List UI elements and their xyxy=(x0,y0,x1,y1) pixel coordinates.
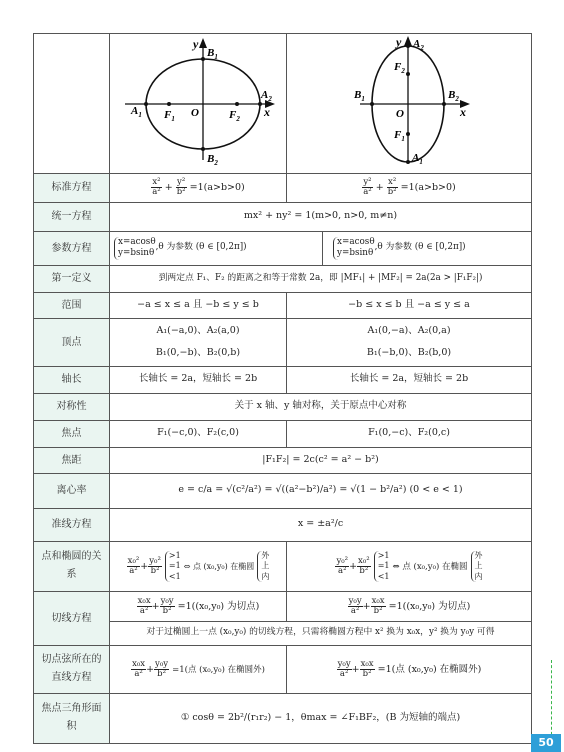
chord-vertical: $\frac{\text{y₀y}}{\text{a²}}$ + $\frac{\text{x₀x}}{\text{b²}}$ =1(点 (x₀,y₀) 在椭圆外) xyxy=(287,645,532,693)
svg-text:y xyxy=(394,35,402,49)
label-range: 范围 xyxy=(34,292,110,318)
svg-text:F1: $F_1$ xyxy=(393,129,405,143)
label-eccentricity: 离心率 xyxy=(34,473,110,508)
tangent-horizontal: $\frac{\text{x₀x}}{\text{a²}}$ + $\frac{\text{y₀y}}{\text{b²}}$ =1((x₀,y₀) 为切点) xyxy=(110,591,287,621)
y-axis-label: y xyxy=(395,35,401,49)
label-parametric-equation: 参数方程 xyxy=(34,231,110,265)
svg-text:A2: $A_2$ xyxy=(260,89,272,103)
label-focal-triangle-area: 焦点三角形面积 xyxy=(34,693,110,743)
label-symmetry: 对称性 xyxy=(34,393,110,420)
f2-label: F xyxy=(228,109,236,121)
vertices-vertical: A₁(0,−a)、A₂(0,a) B₁(−b,0)、B₂(b,0) xyxy=(287,318,532,366)
svg-text:x xyxy=(263,105,270,119)
svg-text:F2: $F_2$ xyxy=(228,109,240,123)
point-position-horizontal: $\frac{\text{x₀²}}{\text{a²}}$ + $\frac{\text{y₀²}}{\text{b²}}$ >1 =1 <1 ⇔ 点 (x₀,y₀) 在椭圆 外 上 内 xyxy=(110,541,287,591)
x-axis-label: x xyxy=(263,105,270,119)
point-position-vertical: $\frac{\text{y₀²}}{\text{a²}}$ + $\frac{\text{x₀²}}{\text{b²}}$ >1 =1 <1 ⇔ 点 (x₀,y₀) 在椭圆 外 上 内 xyxy=(287,541,532,591)
standard-equation-vertical: $\frac{\text{y²}}{\text{a²}}$ + $\frac{\text{x²}}{\text{b²}}$ =1(a>b>0) xyxy=(287,173,532,202)
origin-label: O xyxy=(190,107,199,119)
unified-equation: mx² + ny² = 1(m>0, n>0, m≠n) xyxy=(110,202,532,231)
chord-horizontal: $\frac{\text{x₀x}}{\text{a²}}$ + $\frac{\text{y₀y}}{\text{b²}}$ =1(点 (x₀,y₀) 在椭圆外) xyxy=(110,645,287,693)
a2-label: A xyxy=(412,38,420,50)
vertical-ellipse-diagram xyxy=(288,34,531,168)
svg-text:B1: $B_1$ xyxy=(206,47,218,61)
label-directrix: 准线方程 xyxy=(34,508,110,541)
a1-label: A xyxy=(130,105,138,117)
f1-label: F xyxy=(163,109,171,121)
b1-label: B xyxy=(206,47,214,59)
b2-label: B xyxy=(447,89,455,101)
svg-text:O xyxy=(396,108,404,120)
svg-text:B1: $B_1$ xyxy=(353,89,365,103)
svg-text:F2: $F_2$ xyxy=(393,61,405,75)
standard-equation-horizontal: $\frac{\text{x²}}{\text{a²}}$ + $\frac{\text{y²}}{\text{b²}}$ =1(a>b>0) xyxy=(110,173,287,202)
svg-text:O xyxy=(191,107,199,119)
svg-text:x xyxy=(459,105,466,119)
label-first-definition: 第一定义 xyxy=(34,265,110,292)
svg-text:B2: $B_2$ xyxy=(447,89,459,103)
horizontal-ellipse-diagram xyxy=(111,34,286,168)
range-horizontal: −a ≤ x ≤ a 且 −b ≤ y ≤ b xyxy=(110,292,287,318)
margin-dashed-line xyxy=(551,660,552,740)
label-vertices: 顶点 xyxy=(34,318,110,366)
parametric-left: x=acosθ y=bsinθ ,θ 为参数 (θ ∈ [0,2π]) xyxy=(110,232,323,265)
tangent-note: 对于过椭圆上一点 (x₀,y₀) 的切线方程，只需将椭圆方程中 x² 换为 x₀x，y² 换为 y₀y 可得 xyxy=(110,621,532,645)
axis-length-vertical: 长轴长 = 2a，短轴长 = 2b xyxy=(287,366,532,393)
label-axis-length: 轴长 xyxy=(34,366,110,393)
svg-text:y xyxy=(191,37,199,51)
focal-distance: |F₁F₂| = 2c(c² = a² − b²) xyxy=(110,447,532,473)
a2-label: A xyxy=(260,89,268,101)
focal-triangle-area: ① cosθ = 2b²/(r₁r₂) − 1，θmax = ∠F₁BF₂，(B 为短轴的端点) xyxy=(110,693,532,743)
a1-label: A xyxy=(411,152,419,164)
label-tangent-equation: 切线方程 xyxy=(34,591,110,645)
svg-text:A2: $A_2$ xyxy=(412,38,424,52)
svg-text:F1: $F_1$ xyxy=(163,109,175,123)
svg-text:A1: $A_1$ xyxy=(411,152,423,166)
foci-horizontal: F₁(−c,0)、F₂(c,0) xyxy=(110,420,287,447)
x-axis-label: x xyxy=(459,105,466,119)
ellipse-vertical-figure xyxy=(287,34,532,174)
eccentricity: e = c/a = √(c²/a²) = √((a²−b²)/a²) = √(1 − b²/a²) (0 < e < 1) xyxy=(110,473,532,508)
tangent-vertical: $\frac{\text{y₀y}}{\text{a²}}$ + $\frac{\text{x₀x}}{\text{b²}}$ =1((x₀,y₀) 为切点) xyxy=(287,591,532,621)
symmetry: 关于 x 轴、y 轴对称，关于原点中心对称 xyxy=(110,393,532,420)
ellipse-summary-table xyxy=(33,33,532,744)
svg-text:B2: $B_2$ xyxy=(206,153,218,167)
vertices-horizontal: A₁(−a,0)、A₂(a,0) B₁(0,−b)、B₂(0,b) xyxy=(110,318,287,366)
f1-label: F xyxy=(393,129,401,141)
range-vertical: −b ≤ x ≤ b 且 −a ≤ y ≤ a xyxy=(287,292,532,318)
label-point-position: 点和椭圆的关系 xyxy=(34,541,110,591)
foci-vertical: F₁(0,−c)、F₂(0,c) xyxy=(287,420,532,447)
f2-label: F xyxy=(393,61,401,73)
label-focal-distance: 焦距 xyxy=(34,447,110,473)
parametric-right: x=acosθ y=bsinθ ,θ 为参数 (θ ∈ [0,2π]) xyxy=(323,232,531,265)
label-foci: 焦点 xyxy=(34,420,110,447)
first-definition: 到两定点 F₁、F₂ 的距离之和等于常数 2a，即 |MF₁| + |MF₂| = 2a(2a > |F₁F₂|) xyxy=(110,265,532,292)
label-standard-equation: 标准方程 xyxy=(34,173,110,202)
label-unified-equation: 统一方程 xyxy=(34,202,110,231)
blank-header-cell xyxy=(34,34,110,174)
directrix: x = ±a²/c xyxy=(110,508,532,541)
label-chord-of-contact: 切点弦所在的直线方程 xyxy=(34,645,110,693)
axis-length-horizontal: 长轴长 = 2a，短轴长 = 2b xyxy=(110,366,287,393)
ellipse-horizontal-figure xyxy=(110,34,287,174)
origin-label: O xyxy=(395,108,404,120)
svg-text:A1: $A_1$ xyxy=(130,105,142,119)
b1-label: B xyxy=(353,89,361,101)
page-number: 50 xyxy=(531,734,561,752)
y-axis-label: y xyxy=(192,37,198,51)
parametric-equations xyxy=(110,231,532,265)
b2-label: B xyxy=(206,153,214,165)
